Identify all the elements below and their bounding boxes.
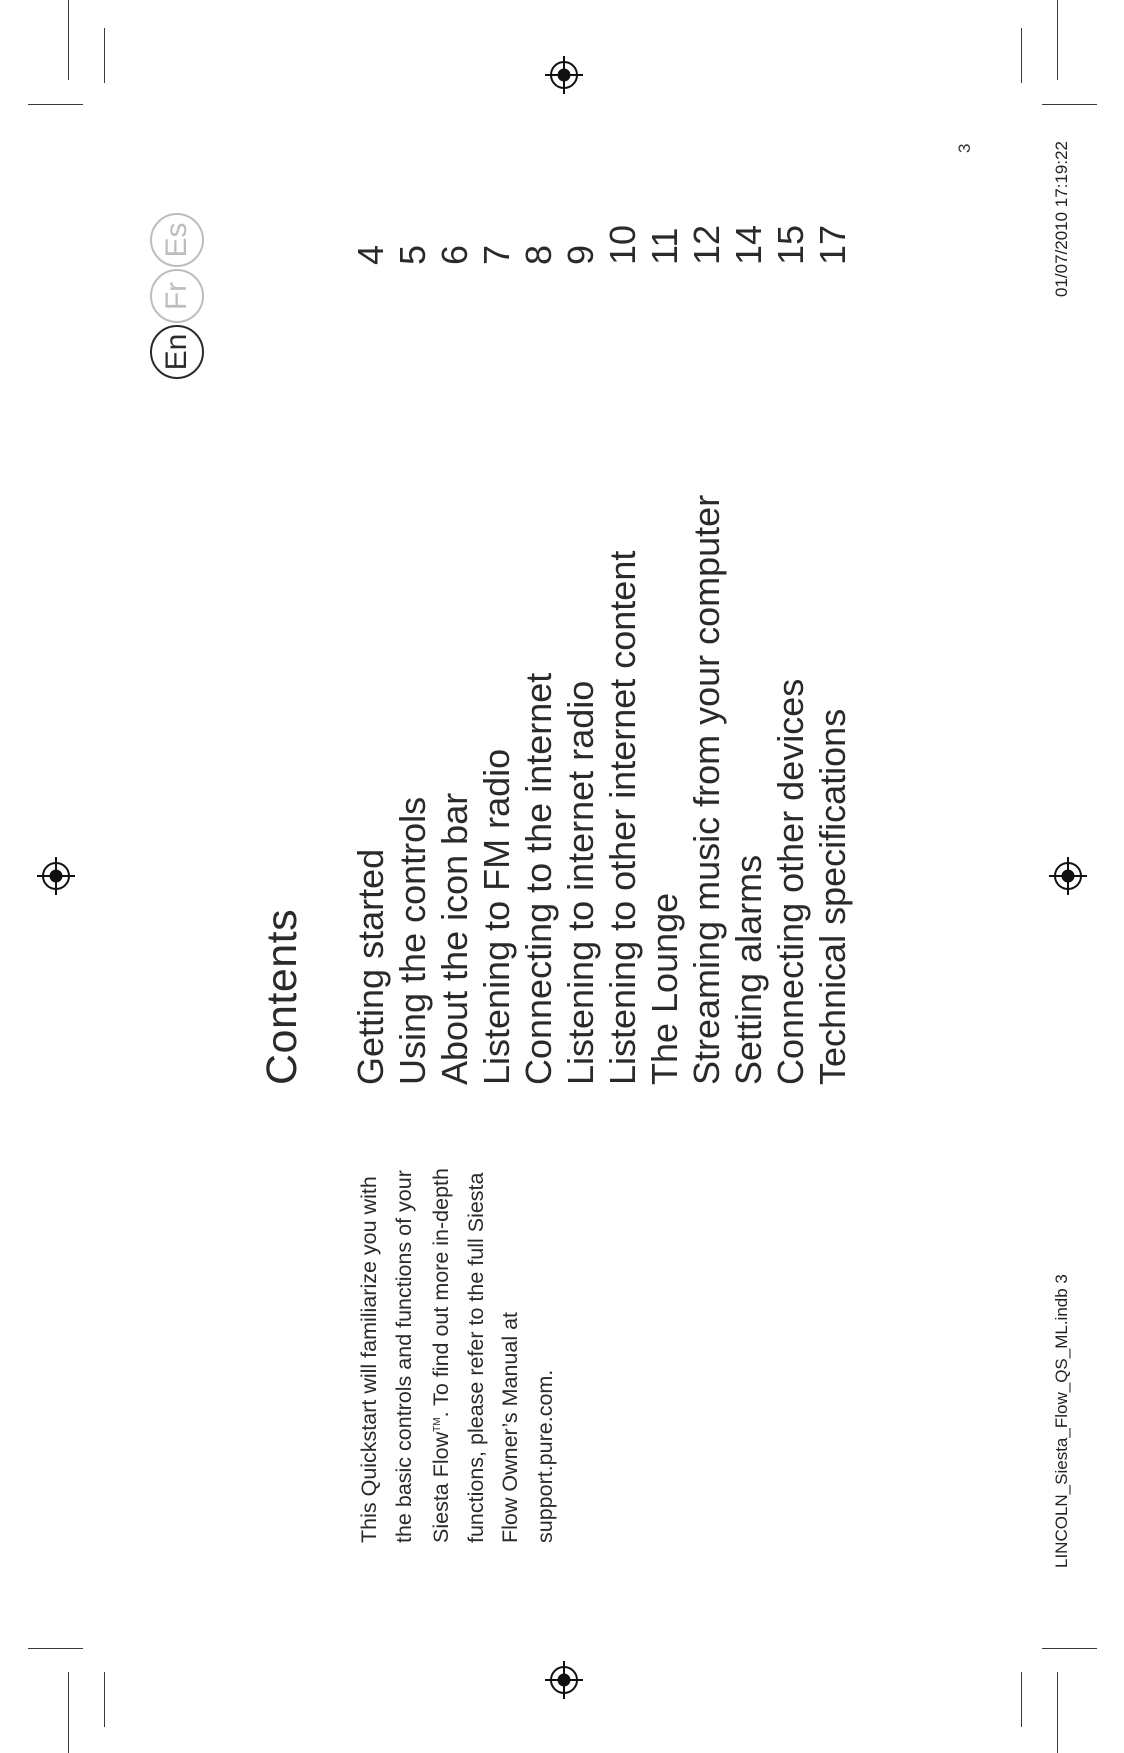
- toc-item[interactable]: [434, 195, 476, 1085]
- toc-item-label: Getting started: [350, 848, 391, 1085]
- intro-text: This Quickstart will familiarize you with the basic controls and functions of your Siesta Flow: [357, 1170, 454, 1543]
- language-selector: [150, 213, 204, 379]
- toc-item[interactable]: [518, 195, 560, 1085]
- language-fr-badge[interactable]: Fr: [150, 269, 204, 323]
- table-of-contents: [350, 195, 854, 1085]
- toc-item-page: 5: [392, 244, 433, 265]
- toc-item-page: 10: [602, 224, 643, 265]
- language-es-badge[interactable]: Es: [150, 213, 204, 267]
- intro-text-continued: . To find out more in-depth functions, please refer to the full Siesta Flow Owner’s Manual at support.pure.com.: [429, 1168, 557, 1543]
- toc-item[interactable]: [812, 195, 854, 1085]
- toc-item-label: Connecting other devices: [770, 678, 811, 1085]
- page-number: 3: [955, 143, 974, 153]
- toc-item-label: Technical specifications: [812, 708, 853, 1085]
- toc-item-page: 6: [434, 244, 475, 265]
- language-en-badge[interactable]: En: [150, 325, 204, 379]
- toc-item-label: Listening to FM radio: [476, 748, 517, 1085]
- toc-item-label: Listening to other internet content: [602, 550, 643, 1085]
- toc-item-label: Setting alarms: [728, 854, 769, 1085]
- toc-item[interactable]: [602, 195, 644, 1085]
- toc-item[interactable]: [770, 195, 812, 1085]
- toc-item-page: 4: [350, 244, 391, 265]
- intro-paragraph: [352, 1153, 562, 1543]
- slug-datetime: 01/07/2010 17:19:22: [1052, 141, 1071, 297]
- toc-item-label: The Lounge: [644, 892, 685, 1085]
- toc-item-page: 12: [686, 224, 727, 265]
- toc-item[interactable]: [392, 195, 434, 1085]
- toc-item-page: 15: [770, 224, 811, 265]
- toc-item[interactable]: [476, 195, 518, 1085]
- toc-item-label: Listening to internet radio: [560, 680, 601, 1085]
- toc-item-page: 8: [518, 244, 559, 265]
- toc-item[interactable]: [350, 195, 392, 1085]
- toc-item[interactable]: [728, 195, 770, 1085]
- toc-item-page: 9: [560, 244, 601, 265]
- toc-item-page: 17: [812, 224, 853, 265]
- toc-item[interactable]: [644, 195, 686, 1085]
- trademark-symbol: TM: [432, 1417, 443, 1432]
- toc-item-page: 11: [644, 227, 685, 265]
- toc-item-label: Streaming music from your computer: [686, 494, 727, 1085]
- contents-title: Contents: [258, 908, 306, 1085]
- toc-item-page: 14: [728, 224, 769, 265]
- toc-item-page: 7: [476, 244, 517, 265]
- toc-item-label: Connecting to the internet: [518, 672, 559, 1085]
- toc-item-label: Using the controls: [392, 796, 433, 1085]
- slug-filename: LINCOLN_Siesta_Flow_QS_ML.indb 3: [1052, 1274, 1071, 1568]
- toc-item-label: About the icon bar: [434, 792, 475, 1085]
- toc-item[interactable]: [560, 195, 602, 1085]
- toc-item[interactable]: [686, 195, 728, 1085]
